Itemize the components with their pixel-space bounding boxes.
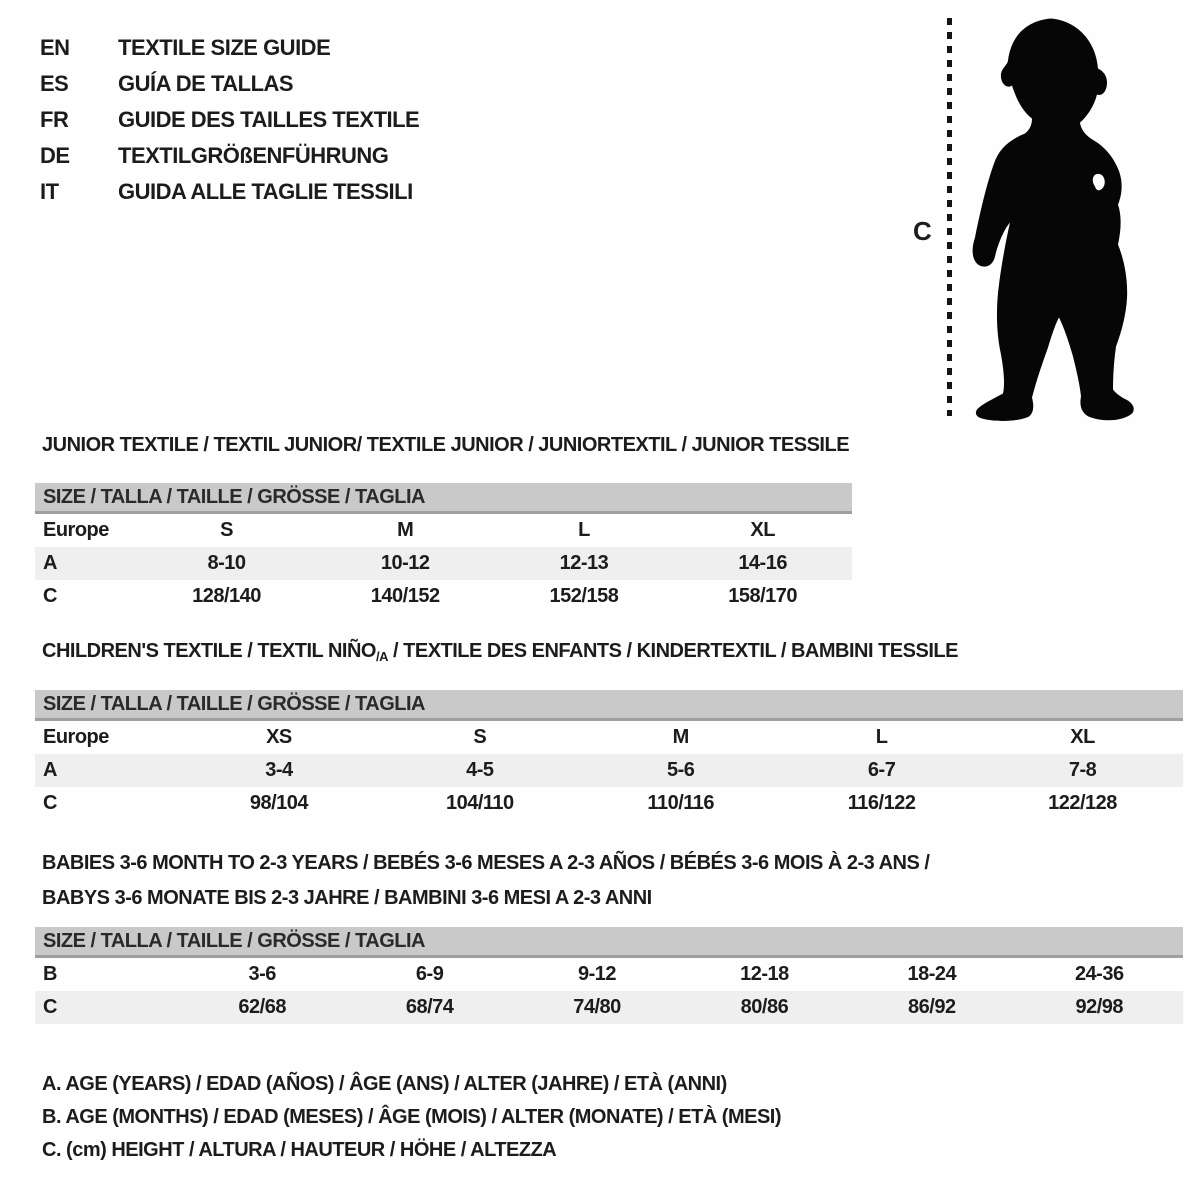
age-cell: 3-4 xyxy=(179,754,380,787)
age-cell: 7-8 xyxy=(982,754,1183,787)
children-title-suffix: / TEXTILE DES ENFANTS / KINDERTEXTIL / BAMBINI TESSILE xyxy=(387,640,958,662)
size-cell: S xyxy=(473,726,487,748)
junior-section-title: JUNIOR TEXTILE / TEXTIL JUNIOR/ TEXTILE JUNIOR / JUNIORTEXTIL / JUNIOR TESSILE xyxy=(42,434,850,456)
height-cell: 104/110 xyxy=(445,792,514,814)
height-cell: 86/92 xyxy=(848,991,1015,1024)
children-title-subscript: /A xyxy=(375,649,388,664)
row-label: A xyxy=(35,547,137,580)
language-title-block xyxy=(40,30,419,210)
guide-title-en: TEXTILE SIZE GUIDE xyxy=(118,35,331,60)
language-code: DE xyxy=(40,143,70,168)
table-row xyxy=(35,991,1183,1024)
language-code: EN xyxy=(40,35,70,60)
height-cell: 74/80 xyxy=(513,991,680,1024)
guide-title-es: GUÍA DE TALLAS xyxy=(118,71,294,96)
legend-line-a: A. AGE (YEARS) / EDAD (AÑOS) / ÂGE (ANS) / ALTER (JAHRE) / ETÀ (ANNI) xyxy=(42,1073,727,1095)
legend-block xyxy=(42,1068,781,1167)
height-cell: 98/104 xyxy=(249,792,309,814)
guide-title-fr: GUIDE DES TAILLES TEXTILE xyxy=(118,107,420,132)
row-label: C xyxy=(43,585,57,607)
size-cell: XS xyxy=(266,726,292,748)
language-code: IT xyxy=(40,179,59,204)
age-cell: 9-12 xyxy=(578,963,617,985)
size-cell: XL xyxy=(750,519,775,541)
age-cell: 6-9 xyxy=(415,963,444,985)
table-row xyxy=(35,787,1183,820)
size-header-bar: SIZE / TALLA / TAILLE / GRÖSSE / TAGLIA xyxy=(35,483,852,513)
toddler-silhouette-icon xyxy=(963,16,1138,422)
table-row xyxy=(35,720,1183,755)
age-cell: 12-13 xyxy=(495,547,674,580)
age-cell: 4-5 xyxy=(379,754,580,787)
babies-title-line2: BABYS 3-6 MONATE BIS 2-3 JAHRE / BAMBINI 3-6 MESI A 2-3 ANNI xyxy=(42,887,652,909)
table-row xyxy=(35,957,1183,992)
table-row xyxy=(35,513,852,548)
size-cell: L xyxy=(875,726,888,748)
row-label: Europe xyxy=(43,726,109,748)
babies-section-title xyxy=(42,846,929,916)
language-code: FR xyxy=(40,107,69,132)
age-cell: 3-6 xyxy=(248,963,276,985)
row-label: A xyxy=(35,754,179,787)
guide-title-de: TEXTILGRÖßENFÜHRUNG xyxy=(118,143,389,168)
height-cell: 122/128 xyxy=(1048,792,1117,814)
table-row xyxy=(35,754,1183,787)
height-cell: 80/86 xyxy=(681,991,848,1024)
height-cell: 116/122 xyxy=(847,792,916,814)
age-cell: 24-36 xyxy=(1074,963,1124,985)
row-label: C xyxy=(35,991,179,1024)
height-cell: 110/116 xyxy=(647,792,715,814)
height-cell: 68/74 xyxy=(346,991,513,1024)
legend-line-b: B. AGE (MONTHS) / EDAD (MESES) / ÂGE (MOIS) / ALTER (MONATE) / ETÀ (MESI) xyxy=(42,1106,782,1128)
language-row-de xyxy=(40,138,419,174)
babies-title-line1: BABIES 3-6 MONTH TO 2-3 YEARS / BEBÉS 3-6 MESES A 2-3 AÑOS / BÉBÉS 3-6 MOIS À 2-3 ANS / xyxy=(42,852,930,874)
age-cell: 5-6 xyxy=(580,754,781,787)
height-cell: 62/68 xyxy=(179,991,346,1024)
height-dashed-line xyxy=(947,18,952,416)
size-cell: M xyxy=(397,519,414,541)
children-title-prefix: CHILDREN'S TEXTILE / TEXTIL NIÑO xyxy=(42,640,376,662)
height-cell: 152/158 xyxy=(549,585,619,607)
age-cell: 6-7 xyxy=(781,754,982,787)
age-cell: 12-18 xyxy=(740,963,789,985)
age-cell: 18-24 xyxy=(907,963,957,985)
height-measure-label: C xyxy=(913,216,932,246)
height-cell: 140/152 xyxy=(370,585,440,607)
junior-size-table xyxy=(35,483,852,613)
guide-title-it: GUIDA ALLE TAGLIE TESSILI xyxy=(118,179,413,204)
size-cell: XL xyxy=(1070,726,1095,748)
language-row-es xyxy=(40,66,419,102)
row-label: B xyxy=(43,963,57,985)
age-cell: 14-16 xyxy=(673,547,852,580)
babies-size-table xyxy=(35,927,1183,1024)
language-row-fr xyxy=(40,102,419,138)
children-section-title xyxy=(42,640,958,664)
age-cell: 10-12 xyxy=(316,547,495,580)
height-cell: 158/170 xyxy=(728,585,798,607)
size-cell: M xyxy=(672,726,689,748)
language-code: ES xyxy=(40,71,69,96)
height-figure xyxy=(905,10,1195,430)
language-row-en xyxy=(40,30,419,66)
row-label: C xyxy=(43,792,57,814)
size-cell: S xyxy=(220,519,233,541)
size-cell: L xyxy=(578,519,590,541)
height-cell: 128/140 xyxy=(192,585,261,607)
table-row xyxy=(35,580,852,613)
age-cell: 8-10 xyxy=(137,547,316,580)
children-size-table xyxy=(35,690,1183,820)
language-row-it xyxy=(40,174,419,210)
size-header-bar: SIZE / TALLA / TAILLE / GRÖSSE / TAGLIA xyxy=(35,927,1183,957)
size-header-bar: SIZE / TALLA / TAILLE / GRÖSSE / TAGLIA xyxy=(35,690,1183,720)
legend-line-c: C. (cm) HEIGHT / ALTURA / HAUTEUR / HÖHE / ALTEZZA xyxy=(42,1139,557,1161)
row-label: Europe xyxy=(43,519,109,541)
height-cell: 92/98 xyxy=(1016,991,1183,1024)
table-row xyxy=(35,547,852,580)
